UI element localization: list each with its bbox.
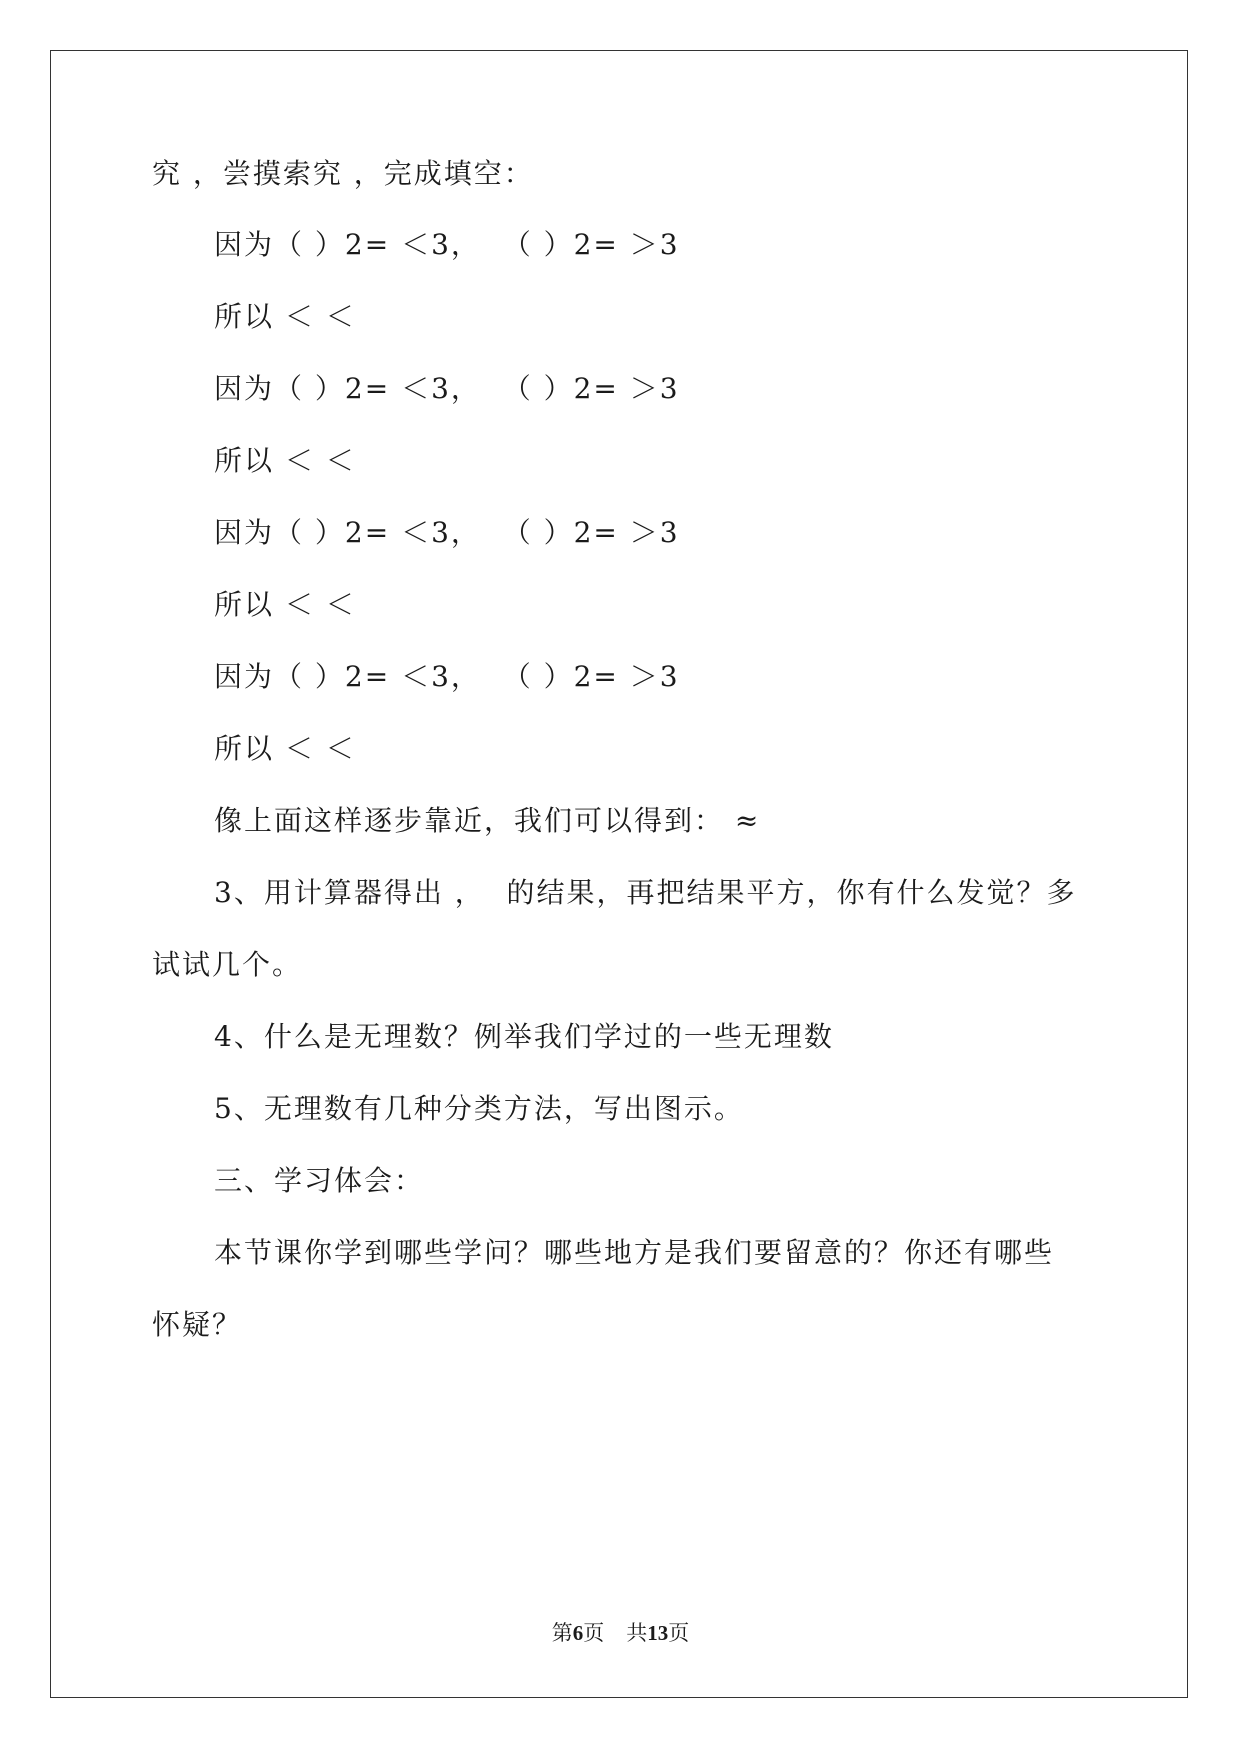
- footer-prefix: 第: [551, 1621, 573, 1645]
- footer-page-suffix: 页: [583, 1621, 605, 1645]
- text-line: 因为（ ）2= ＜3， （ ）2= ＞3: [214, 660, 680, 693]
- text-line: 5、无理数有几种分类方法，写出图示。: [214, 1092, 744, 1125]
- text-line: 4、什么是无理数？例举我们学过的一些无理数: [214, 1020, 834, 1053]
- text-line: 所以 ＜ ＜: [214, 300, 356, 333]
- text-line: 因为（ ）2= ＜3， （ ）2= ＞3: [214, 372, 680, 405]
- text-line: 试试几个。: [152, 948, 303, 981]
- footer-page-number: 6: [572, 1621, 584, 1645]
- text-line: 所以 ＜ ＜: [214, 732, 356, 765]
- text-line: 所以 ＜ ＜: [214, 444, 356, 477]
- text-line: 究 ，尝摸索究 ，完成填空：: [152, 157, 534, 190]
- text-line: 本节课你学到哪些学问？哪些地方是我们要留意的？你还有哪些: [214, 1236, 1055, 1269]
- page-border: [50, 50, 1188, 1698]
- page-footer: [0, 1620, 1241, 1646]
- text-line: 因为（ ）2= ＜3， （ ）2= ＞3: [214, 228, 680, 261]
- footer-total-pages: 13: [647, 1621, 669, 1645]
- text-line: 像上面这样逐步靠近，我们可以得到： ≈: [214, 804, 761, 837]
- text-line: 怀疑？: [152, 1308, 243, 1341]
- footer-total-prefix: 共: [626, 1621, 648, 1645]
- text-line: 3、用计算器得出 ， 的结果，再把结果平方，你有什么发觉？多: [214, 876, 1077, 909]
- footer-total-suffix: 页: [668, 1621, 690, 1645]
- text-line: 因为（ ）2= ＜3， （ ）2= ＞3: [214, 516, 680, 549]
- section-heading: 三、学习体会：: [214, 1164, 425, 1197]
- text-line: 所以 ＜ ＜: [214, 588, 356, 621]
